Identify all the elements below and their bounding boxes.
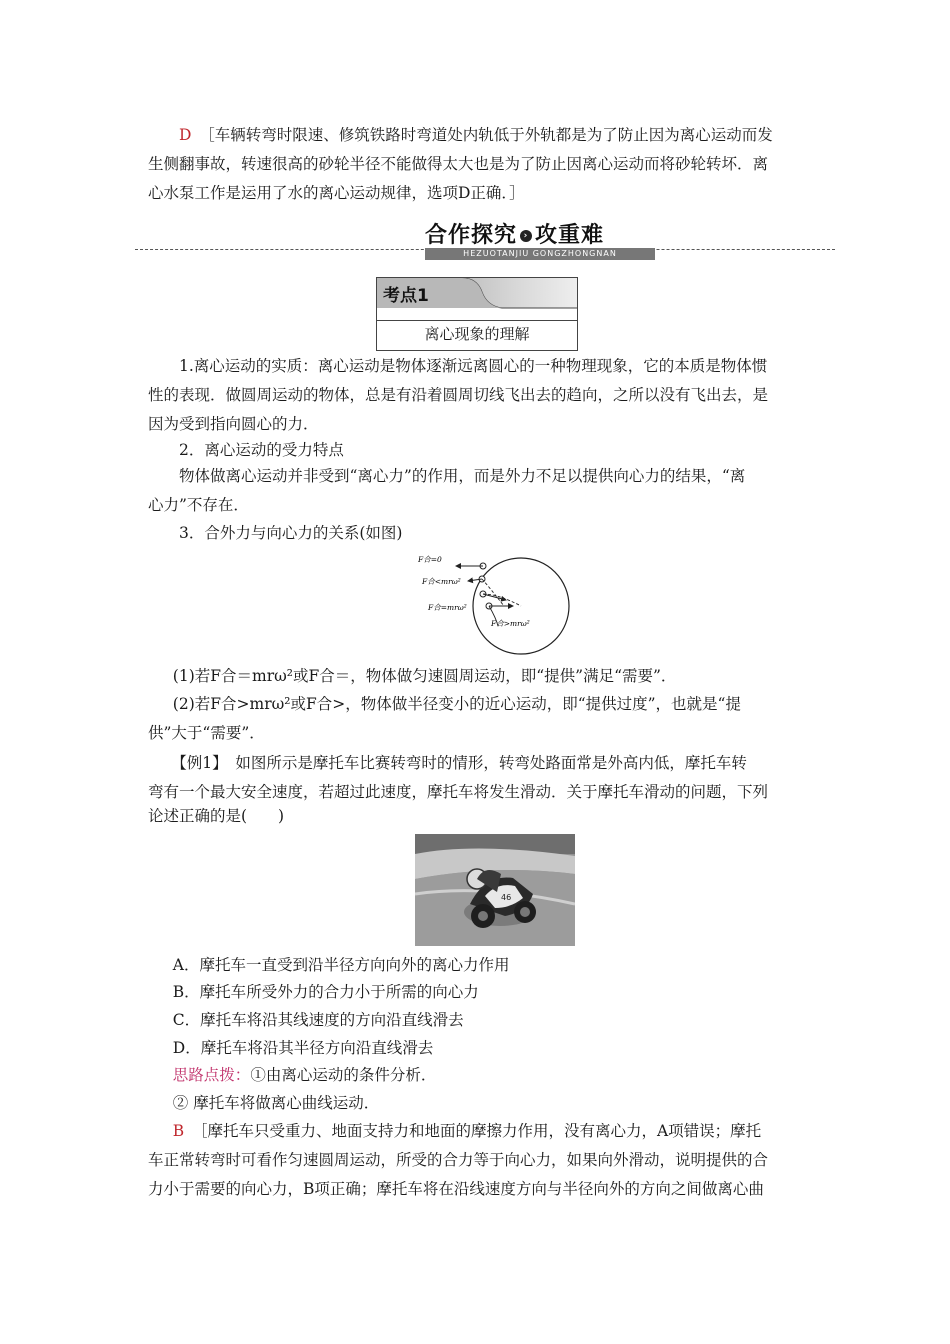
- answer-line-1: B ［摩托车只受重力、地面支持力和地面的摩擦力作用，没有离心力，A项错误；摩托: [172, 1122, 762, 1140]
- case-2-line-2: 供”大于“需要”．: [148, 724, 265, 742]
- topic-title: 离心现象的理解: [424, 325, 530, 343]
- option-d: D．摩托车将沿其半径方向沿直线滑去: [172, 1039, 434, 1057]
- answer-letter: B: [172, 1122, 185, 1140]
- banner-title: [425, 218, 655, 248]
- force-diagram: [418, 548, 578, 658]
- point2-line-2: 心力”不存在．: [148, 496, 249, 514]
- answer-line-2: 车正常转弯时可看作匀速圆周运动，所受的合力等于向心力，如果向外滑动，说明提供的合: [148, 1151, 769, 1169]
- example-line-2: 弯有一个最大安全速度，若超过此速度，摩托车将发生滑动．关于摩托车滑动的问题，下列: [148, 783, 769, 801]
- answer-line-3: 力小于需要的向心力，B项正确；摩托车将在沿线速度方向与半径向外的方向之间做离心曲: [148, 1180, 764, 1198]
- intro-line-2: 生侧翻事故，转速很高的砂轮半径不能做得太大也是为了防止因离心运动而将砂轮转坏．离: [148, 155, 769, 173]
- banner-title-a: 合作探究: [425, 223, 518, 248]
- label-zero: F合=0: [418, 555, 442, 564]
- point2-heading: 2．离心运动的受力特点: [179, 441, 344, 459]
- topic-divider: [377, 320, 577, 321]
- point1-line-3: 因为受到指向圆心的力．: [148, 415, 319, 433]
- label-equal: F合=mrω²: [428, 603, 467, 612]
- hint-label: 思路点拨：: [172, 1066, 251, 1084]
- point1-line-1: 1.离心运动的实质：离心运动是物体逐渐远离圆心的一种物理现象，它的本质是物体惯: [179, 357, 768, 375]
- banner-subtitle: HEZUOTANJIU GONGZHONGNAN: [425, 248, 655, 260]
- point2-line-1: 物体做离心运动并非受到“离心力”的作用，而是外力不足以提供向心力的结果，“离: [179, 467, 746, 485]
- case-1: (1)若F合＝mrω²或F合＝，物体做匀速圆周运动，即“提供”满足“需要”．: [172, 667, 677, 685]
- example-line-3: 论述正确的是( ): [148, 807, 285, 825]
- point3-heading: 3．合外力与向心力的关系(如图): [179, 524, 403, 542]
- label-less: F合<mrω²: [422, 577, 461, 586]
- option-c: C．摩托车将沿其线速度的方向沿直线滑去: [172, 1011, 464, 1029]
- point1-line-2: 性的表现．做圆周运动的物体，总是有沿着圆周切线飞出去的趋向，之所以没有飞出去，是: [148, 386, 769, 404]
- case-2-line-1: (2)若F合>mrω²或F合>，物体做半径变小的近心运动，即“提供过度”，也就是“提: [172, 695, 741, 713]
- intro-line-1: [148, 121, 818, 150]
- option-a: A．摩托车一直受到沿半径方向向外的离心力作用: [172, 956, 510, 974]
- example-line-1: 【例1】 如图所示是摩托车比赛转弯时的情形，转弯处路面常是外高内低，摩托车转: [171, 754, 747, 772]
- intro-line-3: 心水泵工作是运用了水的离心运动规律，选项D正确．］: [148, 184, 525, 202]
- topic-box: [376, 277, 578, 351]
- section-banner: [395, 218, 660, 260]
- bike-number: 46: [501, 893, 512, 902]
- chevron-right-icon: ›: [520, 230, 532, 242]
- topic-tag: 考点1: [383, 286, 429, 306]
- hint-line-1: 思路点拨：①由离心运动的条件分析．: [172, 1066, 437, 1084]
- label-greater: F合>mrω²: [491, 619, 530, 628]
- hint-line-2: ② 摩托车将做离心曲线运动．: [172, 1094, 380, 1112]
- motorcycle-race-photo: [415, 834, 575, 946]
- option-b: B．摩托车所受外力的合力小于所需的向心力: [172, 983, 479, 1001]
- intro-text-1: ［车辆转弯时限速、修筑铁路时弯道处内轨低于外轨都是为了防止因为离心运动而发: [206, 126, 773, 144]
- intro-answer-letter: D: [179, 126, 192, 144]
- banner-title-b: 攻重难: [535, 223, 605, 248]
